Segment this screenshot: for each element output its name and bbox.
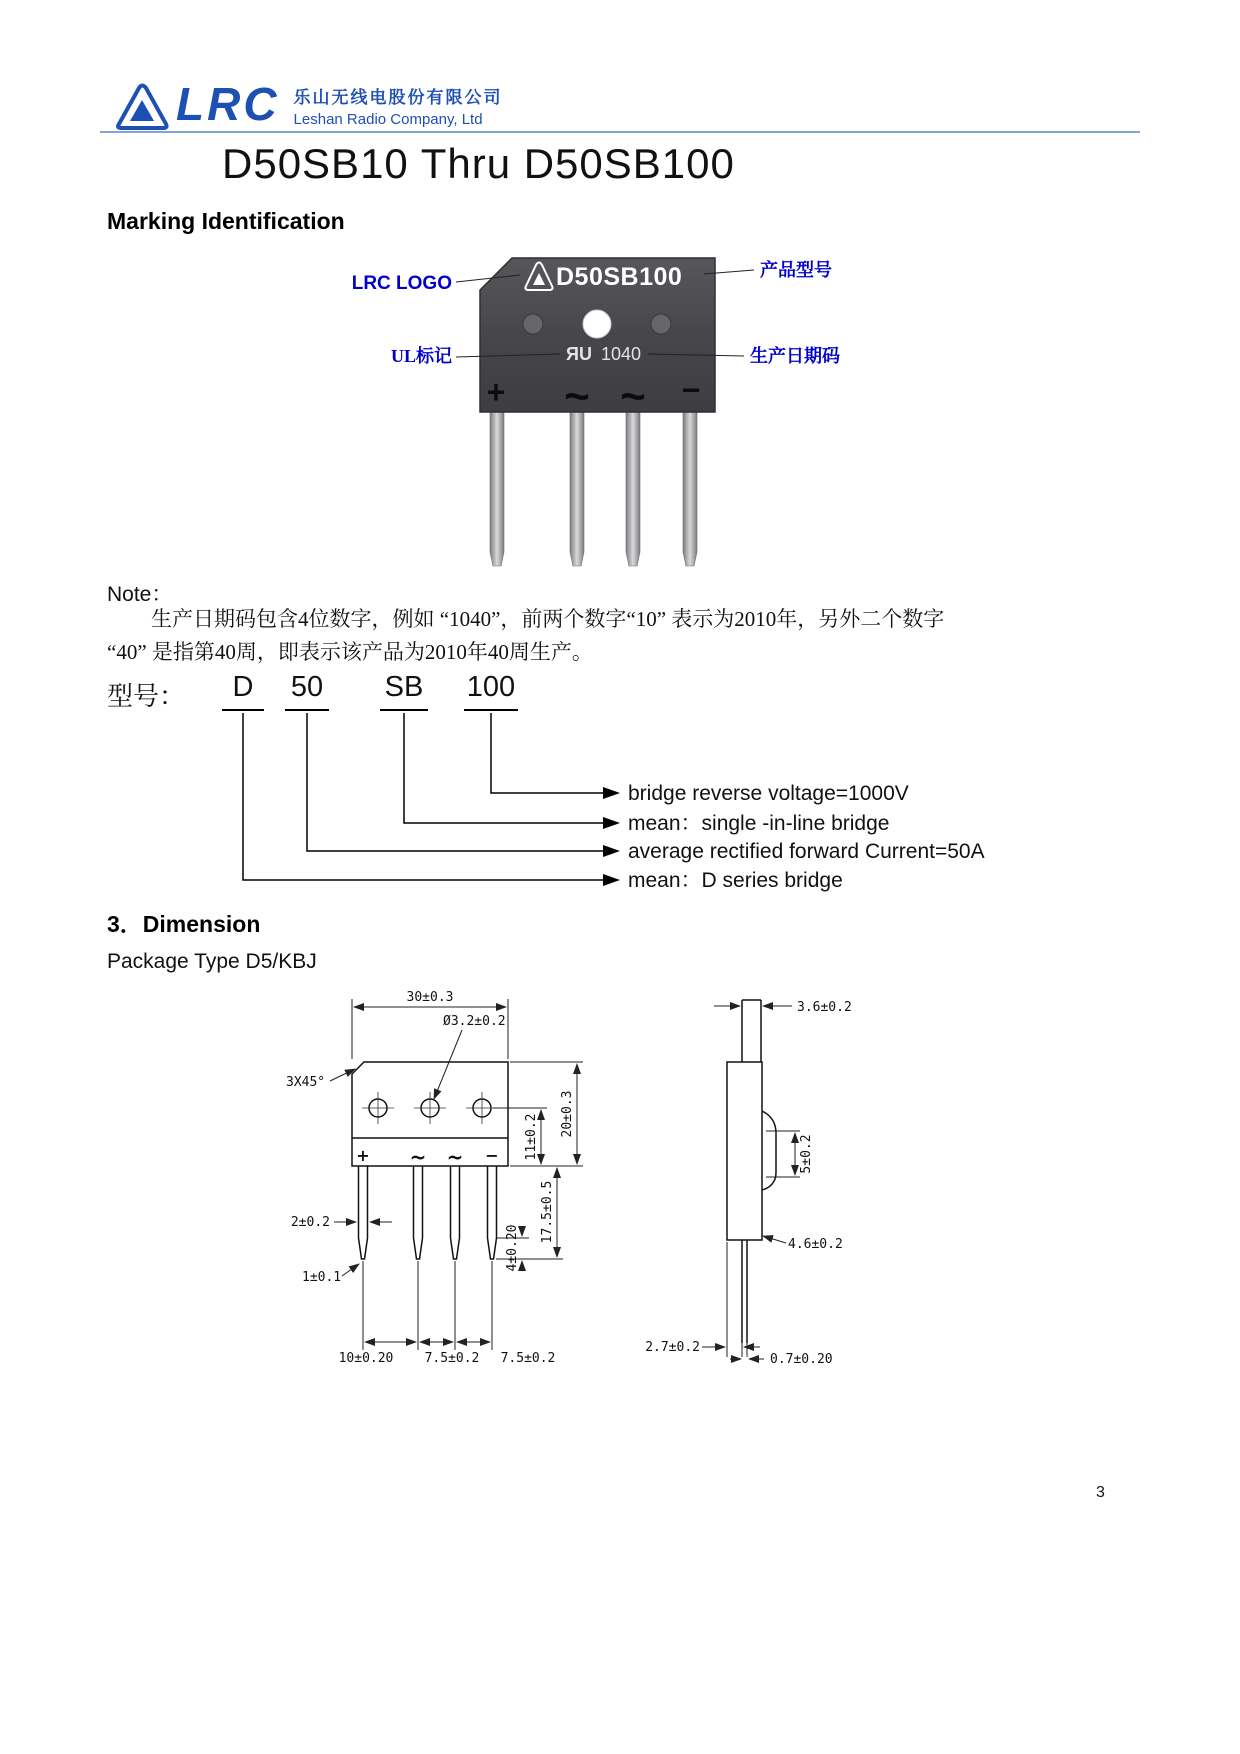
model-label: 型号： [107,682,186,711]
marking-section-title: Marking Identification [107,208,345,234]
model-callout-package: mean：single -in-line bridge [628,812,890,835]
dim-front-lead-thickness: 1±0.1 [302,1270,342,1285]
terminal-plus: + [486,374,506,410]
dim-front-hole-to-bottom: 11±0.2 [524,1113,539,1161]
front-terminal-ac2: ~ [446,1145,464,1169]
model-tree-diagram [0,713,1240,908]
note-label: Note： [107,583,173,606]
dim-front-pitch-a: 10±0.20 [338,1351,394,1366]
body-part-number: D50SB100 [556,263,683,291]
front-terminal-plus: + [356,1146,370,1165]
marking-diagram [0,250,1240,585]
model-callout-series: mean：D series bridge [628,869,843,892]
terminal-minus: − [681,372,701,408]
note-paragraph [107,603,1147,669]
dim-front-lead-tip: 4±0.20 [505,1224,520,1272]
dim-front-lead-length: 17.5±0.5 [540,1180,555,1244]
model-part-sb: SB [380,671,428,711]
dimension-section-title: 3．Dimension [107,911,261,937]
ul-mark-icon: ЯU [566,344,592,364]
callout-date-code: 生产日期码 [750,346,840,366]
model-callout-current: average rectified forward Current=50A [628,840,985,863]
company-name-cn: 乐山无线电股份有限公司 [293,88,503,107]
dim-front-lead-width: 2±0.2 [290,1215,330,1230]
package-type: Package Type D5/KBJ [107,950,317,973]
callout-ul-mark: UL标记 [390,346,452,366]
dim-side-bend: 5±0.2 [799,1134,814,1174]
dim-front-pitch-b: 7.5±0.2 [424,1351,480,1366]
component-legs [490,412,697,566]
terminal-ac1: ~ [564,372,590,421]
callout-product-model: 产品型号 [760,260,832,280]
terminal-ac2: ~ [620,372,646,421]
company-name-en: Leshan Radio Company, Ltd [293,111,483,128]
dimension-drawing [0,985,1240,1405]
dim-side-offset: 2.7±0.2 [645,1340,700,1355]
front-terminal-ac1: ~ [409,1145,427,1169]
page-title: D50SB10 Thru D50SB100 [222,140,735,187]
lrc-logo-text: LRC [176,78,280,130]
body-hole-center [583,310,611,338]
page-number: 3 [1096,1484,1105,1501]
body-date-code: 1040 [601,344,642,364]
model-part-50: 50 [285,671,329,711]
body-hole-right [651,314,671,334]
dim-side-thickness: 3.6±0.2 [797,1000,852,1015]
callout-lrc-logo: LRC LOGO [351,273,452,294]
page-header [113,80,503,130]
dim-front-width: 30±0.3 [406,990,454,1005]
model-part-100: 100 [464,671,518,711]
dimension-drawing-front [286,990,583,1366]
dim-front-hole: Ø3.2±0.2 [443,1014,506,1029]
model-callout-voltage: bridge reverse voltage=1000V [628,782,909,805]
dim-front-chamfer: 3X45° [286,1075,326,1090]
dimension-drawing-side [645,1000,852,1367]
lrc-logo-icon [113,80,171,130]
dim-side-base: 4.6±0.2 [788,1237,843,1252]
header-divider [100,131,1140,133]
dim-side-lead-thickness: 0.7±0.20 [770,1352,833,1367]
dim-front-body-height: 20±0.3 [560,1090,575,1138]
body-hole-left [523,314,543,334]
dim-front-pitch-c: 7.5±0.2 [500,1351,556,1366]
note-line-2: “40” 是指第40周，即表示该产品为2010年40周生产。 [107,640,593,664]
model-part-d: D [222,671,264,711]
note-line-1: 生产日期码包含4位数字，例如 “1040”，前两个数字“10” 表示为2010年，另外二个数字 [151,607,945,631]
front-terminal-minus: − [485,1146,499,1165]
